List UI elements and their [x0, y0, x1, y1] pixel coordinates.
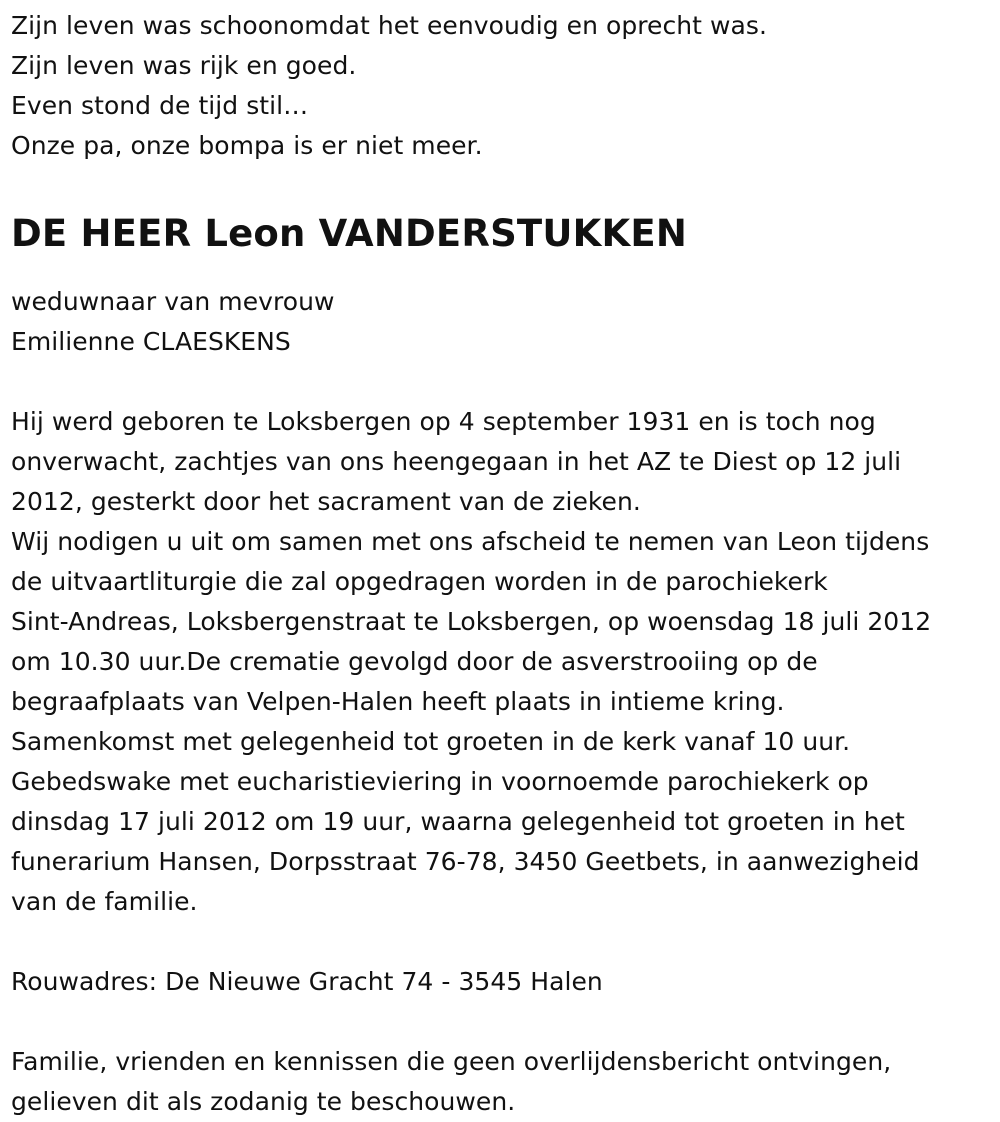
obituary-notice	[11, 6, 995, 1122]
closing-line: Familie, vrienden en kennissen die geen overlijdensbericht ontvingen,	[11, 1046, 892, 1076]
verse-line: Onze pa, onze bompa is er niet meer.	[11, 131, 483, 160]
body-line: begraafplaats van Velpen-Halen heeft plaats in intieme kring.	[11, 686, 785, 716]
body-line: om 10.30 uur.De crematie gevolgd door de asverstrooiing op de	[11, 646, 818, 676]
spouse-line: weduwnaar van mevrouw	[11, 286, 335, 316]
body-line: dinsdag 17 juli 2012 om 19 uur, waarna gelegenheid tot groeten in het	[11, 806, 905, 836]
body-line: 2012, gesterkt door het sacrament van de zieken.	[11, 486, 641, 516]
body-line: van de familie.	[11, 886, 198, 916]
verse-line: Even stond de tijd stil…	[11, 91, 309, 120]
mourning-address: Rouwadres: De Nieuwe Gracht 74 - 3545 Halen	[11, 966, 603, 996]
body-line: funerarium Hansen, Dorpsstraat 76-78, 3450 Geetbets, in aanwezigheid	[11, 846, 920, 876]
opening-verse	[11, 6, 995, 166]
body-line: Gebedswake met eucharistieviering in voornoemde parochiekerk op	[11, 766, 869, 796]
verse-line: Zijn leven was schoonomdat het eenvoudig en oprecht was.	[11, 11, 767, 40]
spouse-info	[11, 282, 995, 362]
deceased-name: DE HEER Leon VANDERSTUKKEN	[11, 212, 687, 255]
body-line: de uitvaartliturgie die zal opgedragen worden in de parochiekerk	[11, 566, 828, 596]
spouse-line: Emilienne CLAESKENS	[11, 326, 291, 356]
body-line: Sint-Andreas, Loksbergenstraat te Loksbergen, op woensdag 18 juli 2012	[11, 606, 932, 636]
closing-line: gelieven dit als zodanig te beschouwen.	[11, 1086, 516, 1116]
body-line: Hij werd geboren te Loksbergen op 4 september 1931 en is toch nog	[11, 406, 876, 436]
spacer	[11, 922, 995, 962]
body-line: Wij nodigen u uit om samen met ons afscheid te nemen van Leon tijdens	[11, 526, 930, 556]
spacer	[11, 362, 995, 402]
verse-line: Zijn leven was rijk en goed.	[11, 51, 357, 80]
body-line: onverwacht, zachtjes van ons heengegaan in het AZ te Diest op 12 juli	[11, 446, 902, 476]
notice-body	[11, 402, 995, 922]
spacer	[11, 1002, 995, 1042]
body-line: Samenkomst met gelegenheid tot groeten in de kerk vanaf 10 uur.	[11, 726, 851, 756]
